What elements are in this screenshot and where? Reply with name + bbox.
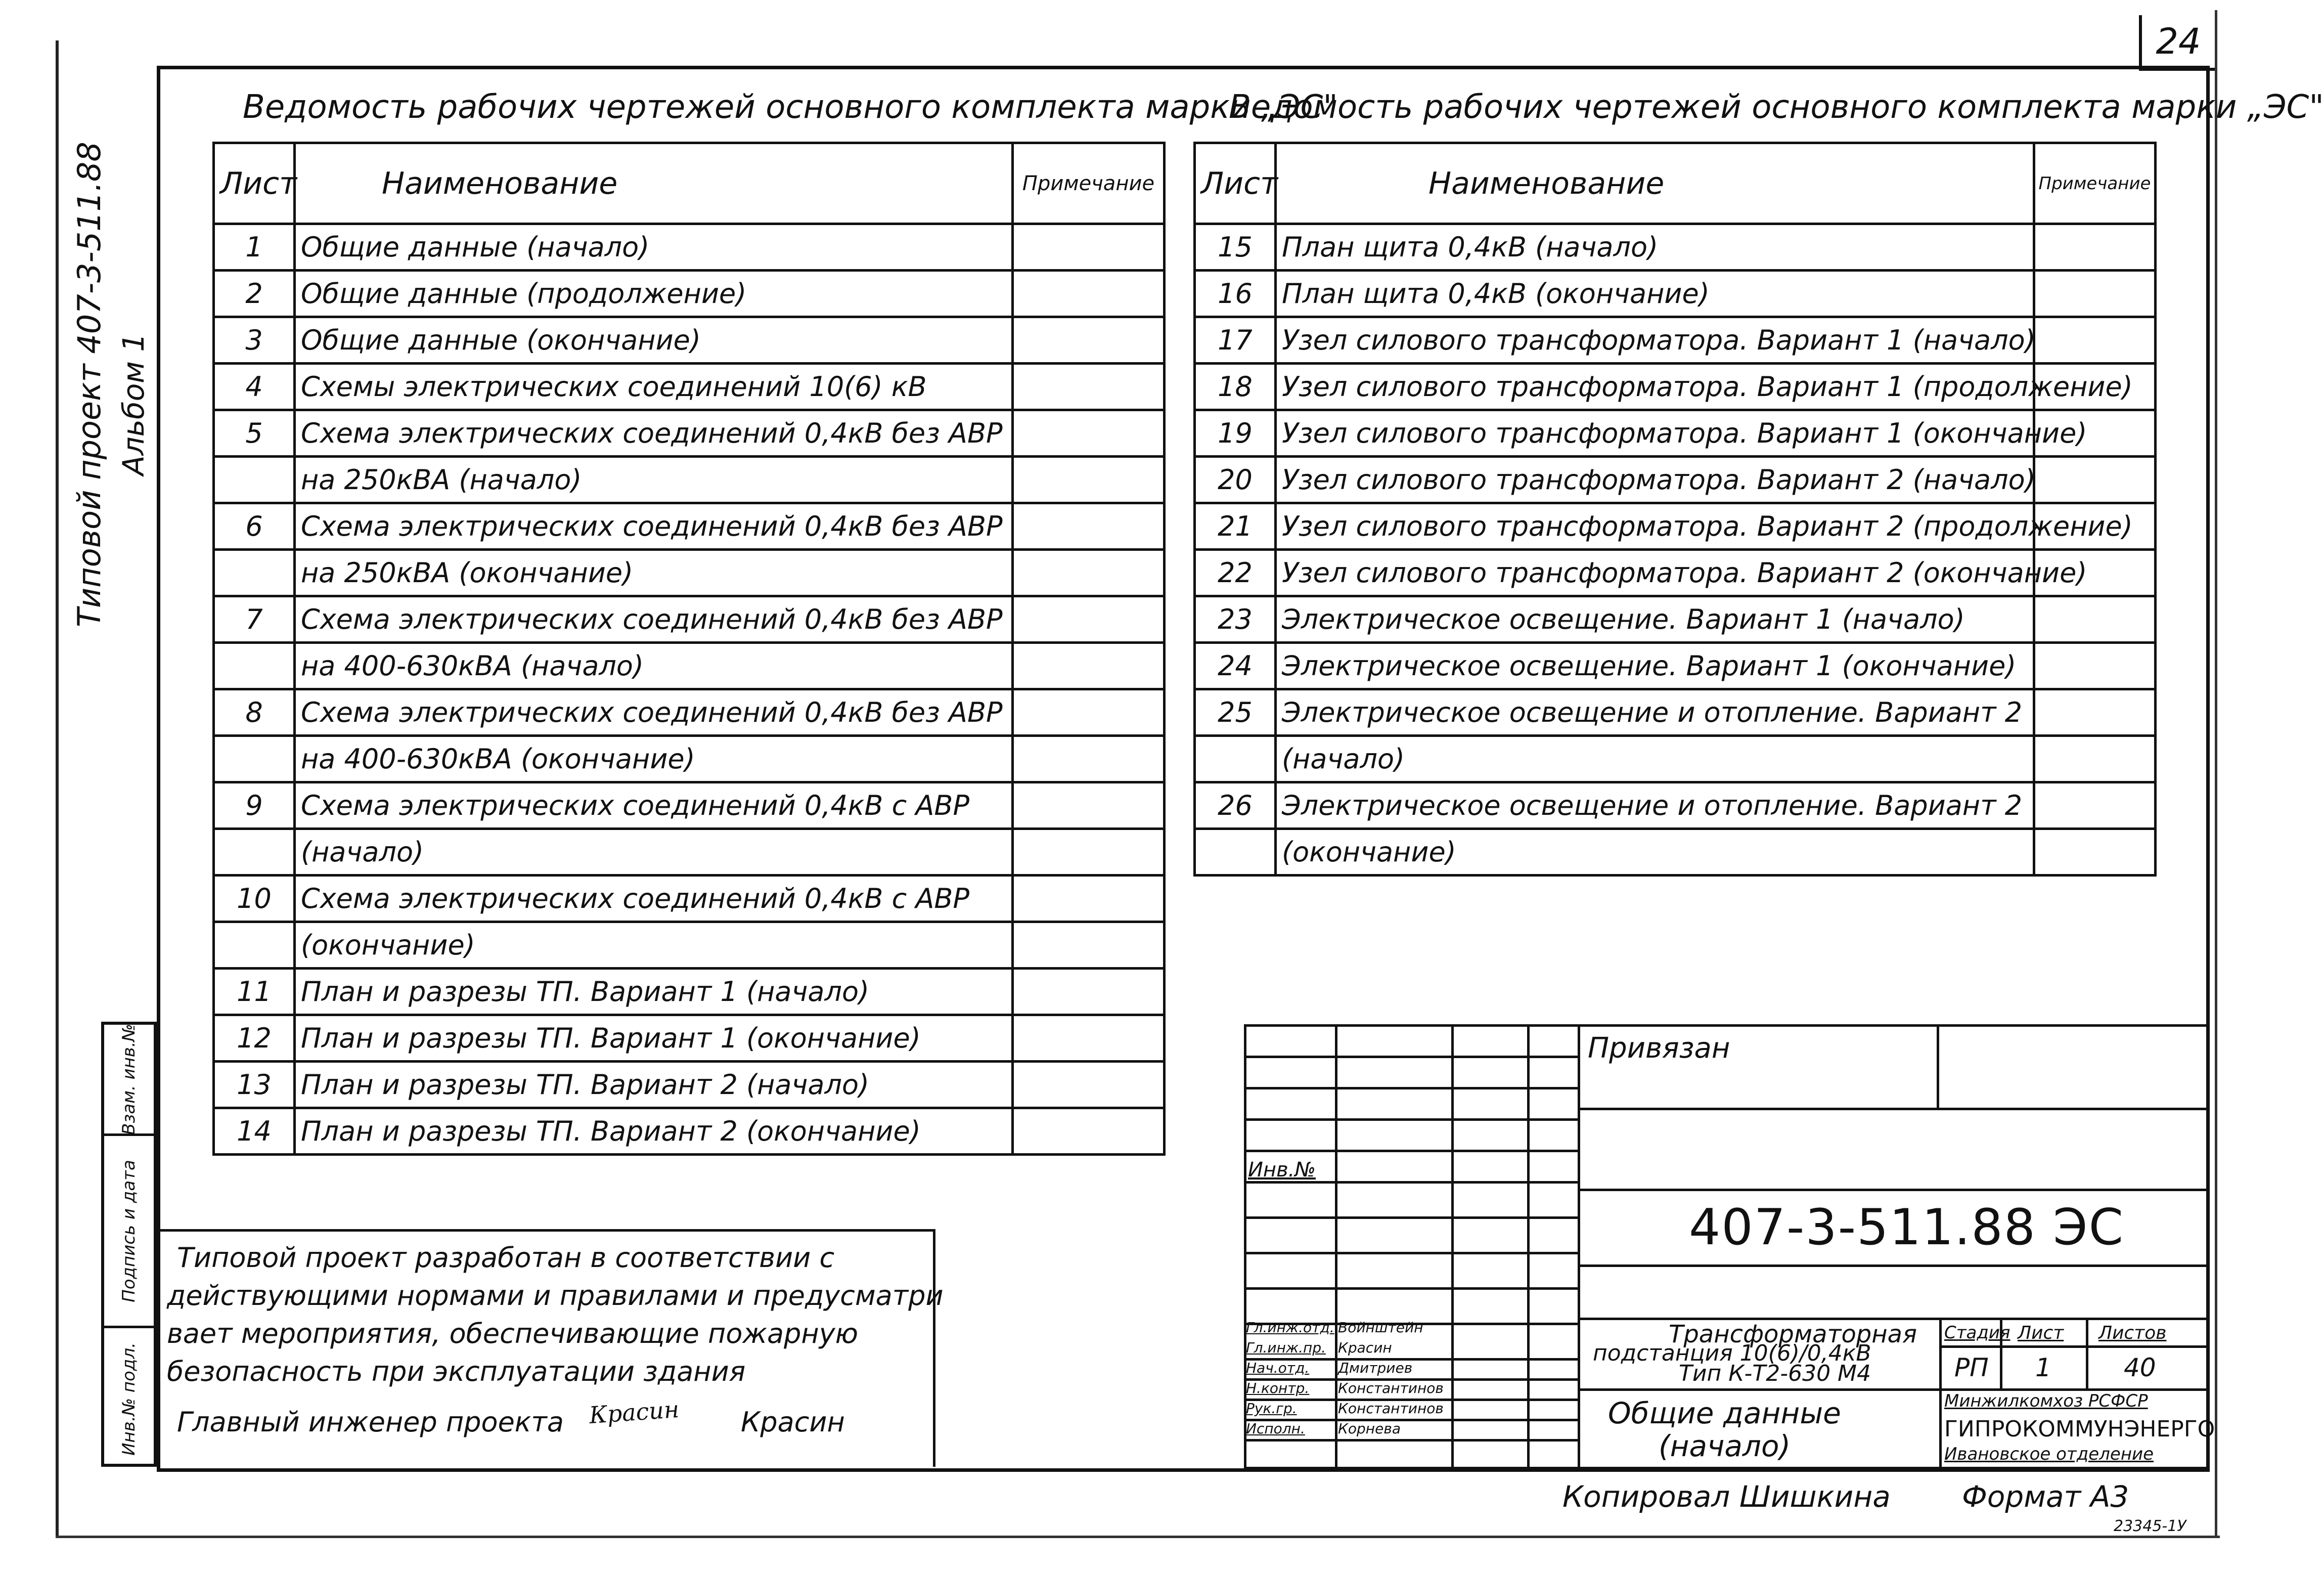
org-line-2: ГИПРОКОММУНЭНЕРГО [1944, 1416, 2215, 1442]
table-row [214, 457, 1165, 503]
table-row [1195, 782, 2156, 829]
header-sheet: Лист [214, 143, 295, 224]
sheet-title-1: Общие данные [1608, 1396, 1841, 1430]
signature-role: Исполн. [1246, 1420, 1305, 1437]
table-row [1195, 596, 2156, 643]
row-sheet-number [1195, 736, 1276, 782]
row-note [2034, 736, 2156, 782]
row-sheet-number: 11 [214, 969, 295, 1015]
row-note [1013, 736, 1165, 782]
row-sheet-name: План и разрезы ТП. Вариант 2 (начало) [295, 1062, 1013, 1108]
row-sheet-number: 15 [1195, 224, 1276, 271]
header-name: Наименование [1276, 143, 2034, 224]
header-name: Наименование [295, 143, 1013, 224]
row-note [1013, 271, 1165, 317]
row-sheet-name: План щита 0,4кВ (окончание) [1276, 271, 2034, 317]
signature-name: Корнева [1338, 1420, 1401, 1437]
sheet-title-2: (начало) [1659, 1429, 1791, 1463]
row-note [1013, 596, 1165, 643]
format-label: Формат А3 [1962, 1479, 2129, 1514]
signature-name: Красин [1338, 1339, 1392, 1356]
row-note [1013, 364, 1165, 410]
table-row [214, 969, 1165, 1015]
table-row [214, 550, 1165, 596]
row-sheet-number: 22 [1195, 550, 1276, 596]
chief-signature: Красин [588, 1395, 680, 1429]
row-sheet-name: на 250кВА (окончание) [295, 550, 1013, 596]
row-sheet-name: на 400-630кВА (окончание) [295, 736, 1013, 782]
table-row [214, 689, 1165, 736]
note-line-2: действующими нормами и правилами и предусматри [167, 1280, 944, 1312]
row-note [1013, 1015, 1165, 1062]
table-row [1195, 643, 2156, 689]
row-sheet-number: 24 [1195, 643, 1276, 689]
outer-left-border [56, 40, 59, 1538]
signature-role: Гл.инж.пр. [1246, 1339, 1326, 1356]
row-sheet-number [214, 829, 295, 876]
row-sheet-number: 4 [214, 364, 295, 410]
signature-name: Константинов [1338, 1400, 1444, 1417]
row-sheet-name: Узел силового трансформатора. Вариант 1 (окончание) [1276, 410, 2034, 457]
table-row [214, 224, 1165, 271]
row-sheet-name: на 250кВА (начало) [295, 457, 1013, 503]
table-row [214, 829, 1165, 876]
row-note [1013, 643, 1165, 689]
row-note [1013, 1108, 1165, 1155]
row-sheet-name: (начало) [1276, 736, 2034, 782]
row-sheet-name: Узел силового трансформатора. Вариант 2 (окончание) [1276, 550, 2034, 596]
table-row [214, 922, 1165, 969]
table-row [214, 317, 1165, 364]
row-note [1013, 503, 1165, 550]
page-number: 24 [2139, 15, 2215, 71]
row-note [2034, 224, 2156, 271]
header-sheet: Лист [1195, 143, 1276, 224]
row-sheet-name: (начало) [295, 829, 1013, 876]
stage-value: РП [1954, 1353, 1989, 1382]
table-row [214, 271, 1165, 317]
left-stamp [101, 1022, 157, 1467]
archive-number: 23345-1У [2114, 1517, 2186, 1535]
table-header-row [214, 143, 1165, 224]
signature-name: Константинов [1338, 1380, 1444, 1396]
row-sheet-name: Схема электрических соединений 0,4кВ без АВР [295, 596, 1013, 643]
row-sheet-name: План и разрезы ТП. Вариант 2 (окончание) [295, 1108, 1013, 1155]
row-sheet-number [214, 457, 295, 503]
table-row [1195, 364, 2156, 410]
row-sheet-name: Общие данные (окончание) [295, 317, 1013, 364]
row-note [2034, 782, 2156, 829]
row-note [2034, 271, 2156, 317]
row-sheet-number [214, 736, 295, 782]
outer-bottom-border [56, 1536, 2220, 1538]
table-row [1195, 224, 2156, 271]
table-row [214, 1108, 1165, 1155]
row-sheet-name: Узел силового трансформатора. Вариант 1 (продолжение) [1276, 364, 2034, 410]
table-row [214, 643, 1165, 689]
row-sheet-number: 13 [214, 1062, 295, 1108]
side-album: Альбом 1 [116, 333, 151, 475]
signature-role: Нач.отд. [1246, 1360, 1310, 1376]
row-note [1013, 782, 1165, 829]
table-row [1195, 410, 2156, 457]
row-sheet-number: 25 [1195, 689, 1276, 736]
row-sheet-name: Электрическое освещение и отопление. Вариант 2 [1276, 689, 2034, 736]
right-drawing-list [1193, 142, 2157, 877]
row-sheet-name: План и разрезы ТП. Вариант 1 (начало) [295, 969, 1013, 1015]
row-sheet-name: Общие данные (продолжение) [295, 271, 1013, 317]
note-line-1: Типовой проект разработан в соответствии с [177, 1242, 835, 1274]
row-sheet-name: Схема электрических соединений 0,4кВ без АВР [295, 503, 1013, 550]
table-row [1195, 317, 2156, 364]
row-note [1013, 457, 1165, 503]
row-note [2034, 317, 2156, 364]
row-note [1013, 689, 1165, 736]
table-row [1195, 829, 2156, 876]
row-sheet-name: Электрическое освещение и отопление. Вариант 2 [1276, 782, 2034, 829]
row-sheet-name: Узел силового трансформатора. Вариант 1 (начало) [1276, 317, 2034, 364]
row-note [1013, 317, 1165, 364]
left-drawing-list [212, 142, 1166, 1156]
table-row [214, 1062, 1165, 1108]
row-sheet-number: 18 [1195, 364, 1276, 410]
row-sheet-name: Узел силового трансформатора. Вариант 2 (продолжение) [1276, 503, 2034, 550]
sheets-value: 40 [2124, 1353, 2156, 1382]
table-row [1195, 457, 2156, 503]
table-row [1195, 271, 2156, 317]
row-sheet-number: 5 [214, 410, 295, 457]
row-sheet-number: 23 [1195, 596, 1276, 643]
row-sheet-number: 16 [1195, 271, 1276, 317]
row-sheet-name: Узел силового трансформатора. Вариант 2 (начало) [1276, 457, 2034, 503]
table-header-row [1195, 143, 2156, 224]
inv-label: Инв.№ [1248, 1158, 1316, 1182]
side-title: Типовой проект 407-3-511.88 [71, 142, 108, 627]
row-sheet-name: Схема электрических соединений 0,4кВ без АВР [295, 689, 1013, 736]
signature-name: Войнштейн [1338, 1319, 1423, 1336]
row-sheet-number [214, 550, 295, 596]
right-table-caption: Ведомость рабочих чертежей основного комплекта марки „ЭС" [1229, 89, 2324, 126]
row-sheet-name: (окончание) [295, 922, 1013, 969]
row-note [1013, 969, 1165, 1015]
drawing-designation: 407-3-511.88 ЭС [1689, 1199, 2125, 1256]
row-sheet-number: 8 [214, 689, 295, 736]
row-sheet-number: 2 [214, 271, 295, 317]
row-sheet-number [214, 922, 295, 969]
table-row [214, 364, 1165, 410]
row-sheet-name: Схема электрических соединений 0,4кВ с АВР [295, 782, 1013, 829]
table-row [214, 876, 1165, 922]
row-note [1013, 224, 1165, 271]
row-note [1013, 550, 1165, 596]
row-sheet-number: 12 [214, 1015, 295, 1062]
row-sheet-name: Схема электрических соединений 0,4кВ с АВР [295, 876, 1013, 922]
row-sheet-name: Схемы электрических соединений 10(6) кВ [295, 364, 1013, 410]
row-sheet-number: 10 [214, 876, 295, 922]
table-row [214, 736, 1165, 782]
row-sheet-number [1195, 829, 1276, 876]
row-note [2034, 643, 2156, 689]
sheet-label: Лист [2018, 1323, 2064, 1343]
org-line-3: Ивановское отделение [1944, 1444, 2154, 1464]
privyazan-label: Привязан [1588, 1032, 1730, 1065]
table-row [214, 782, 1165, 829]
row-sheet-number: 26 [1195, 782, 1276, 829]
row-note [2034, 829, 2156, 876]
table-row [1195, 503, 2156, 550]
row-sheet-number: 17 [1195, 317, 1276, 364]
row-note [1013, 1062, 1165, 1108]
row-note [2034, 689, 2156, 736]
row-sheet-number: 21 [1195, 503, 1276, 550]
table-row [214, 410, 1165, 457]
table-row [214, 1015, 1165, 1062]
row-note [2034, 596, 2156, 643]
row-sheet-number: 6 [214, 503, 295, 550]
row-sheet-number: 14 [214, 1108, 295, 1155]
signature-name: Дмитриев [1338, 1360, 1413, 1376]
object-line-3: Тип К-Т2-630 М4 [1679, 1361, 1871, 1386]
row-sheet-name: (окончание) [1276, 829, 2034, 876]
table-row [1195, 736, 2156, 782]
sheet-value: 1 [2035, 1353, 2051, 1382]
row-sheet-number: 9 [214, 782, 295, 829]
stamp-cell-inv-podl: Инв.№ подл. [119, 1342, 139, 1456]
object-line-1: Трансформаторная [1669, 1320, 1917, 1348]
stage-label: Стадия [1944, 1323, 2010, 1343]
row-sheet-name: План щита 0,4кВ (начало) [1276, 224, 2034, 271]
row-sheet-number: 3 [214, 317, 295, 364]
signature-role: Н.контр. [1246, 1380, 1310, 1396]
row-sheet-number: 20 [1195, 457, 1276, 503]
row-note [1013, 829, 1165, 876]
row-note [2034, 457, 2156, 503]
header-note: Примечание [2034, 143, 2156, 224]
row-sheet-name: Схема электрических соединений 0,4кВ без АВР [295, 410, 1013, 457]
row-sheet-name: на 400-630кВА (начало) [295, 643, 1013, 689]
table-row [214, 596, 1165, 643]
note-line-3: вает мероприятия, обеспечивающие пожарную [167, 1318, 859, 1349]
header-note: Примечание [1013, 143, 1165, 224]
row-sheet-name: Общие данные (начало) [295, 224, 1013, 271]
left-table-caption: Ведомость рабочих чертежей основного комплекта марки „ЭС" [243, 89, 1338, 126]
org-line-1: Минжилкомхоз РСФСР [1944, 1391, 2148, 1411]
row-note [1013, 922, 1165, 969]
signature-role: Гл.инж.отд. [1246, 1319, 1334, 1336]
chief-engineer-label: Главный инженер проекта [177, 1406, 564, 1438]
row-note [1013, 410, 1165, 457]
table-row [1195, 550, 2156, 596]
row-sheet-name: Электрическое освещение. Вариант 1 (окончание) [1276, 643, 2034, 689]
stamp-cell-signature-date: Подпись и дата [104, 1136, 154, 1328]
note-line-4: безопасность при эксплуатации здания [167, 1356, 746, 1387]
object-line-2: подстанция 10(6)/0,4кВ [1593, 1340, 1871, 1366]
table-row [214, 503, 1165, 550]
table-row [1195, 689, 2156, 736]
outer-right-border [2215, 10, 2217, 1538]
row-sheet-number [214, 643, 295, 689]
sheets-label: Листов [2098, 1323, 2167, 1343]
signature-role: Рук.гр. [1246, 1400, 1297, 1417]
row-note [1013, 876, 1165, 922]
title-block [1244, 1024, 2215, 1469]
row-sheet-name: Электрическое освещение. Вариант 1 (начало) [1276, 596, 2034, 643]
chief-engineer-name: Красин [741, 1406, 845, 1438]
row-sheet-number: 1 [214, 224, 295, 271]
copied-by: Копировал Шишкина [1562, 1479, 1891, 1514]
row-sheet-number: 19 [1195, 410, 1276, 457]
row-sheet-number: 7 [214, 596, 295, 643]
row-sheet-name: План и разрезы ТП. Вариант 1 (окончание) [295, 1015, 1013, 1062]
stamp-cell-vzam-inv: Взам. инв.№ [104, 1025, 154, 1136]
